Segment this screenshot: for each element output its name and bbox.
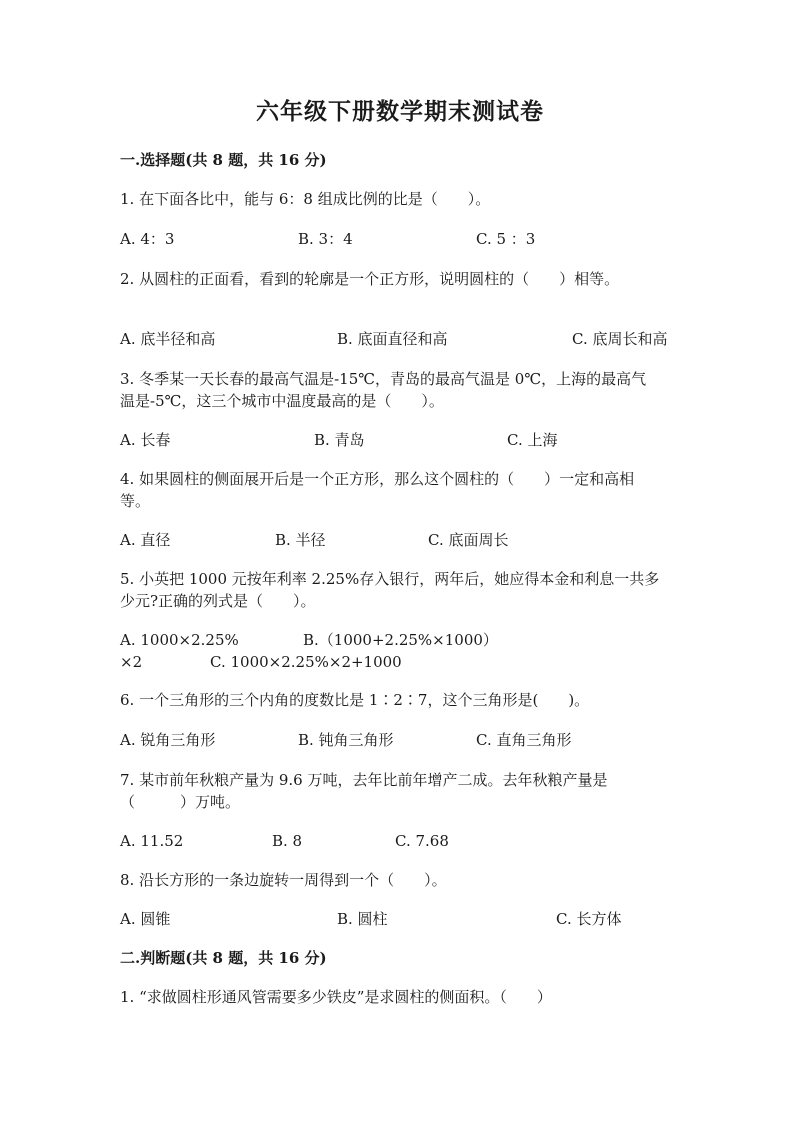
question-3-option-c: C. 上海	[507, 431, 558, 449]
page-title: 六年级下册数学期末测试卷	[256, 98, 544, 125]
question-8-text: 8. 沿长方形的一条边旋转一周得到一个（ ）。	[120, 871, 447, 889]
question-7-text-line-2: （ ）万吨。	[120, 793, 241, 811]
question-5-option-a: A. 1000×2.25%	[120, 631, 239, 649]
question-1-option-c: C. 5 ：3	[476, 230, 536, 248]
question-3-option-a: A. 长春	[120, 431, 171, 449]
question-6-option-c: C. 直角三角形	[476, 731, 572, 749]
question-2-text: 2. 从圆柱的正面看，看到的轮廓是一个正方形，说明圆柱的（ ）相等。	[120, 270, 620, 288]
question-1-option-b: B. 3：4	[298, 230, 353, 248]
question-6-text: 6. 一个三角形的三个内角的度数比是 1∶2∶7，这个三角形是( )。	[120, 691, 590, 709]
question-4-text-line-1: 4. 如果圆柱的侧面展开后是一个正方形，那么这个圆柱的（ ）一定和高相	[120, 470, 635, 488]
question-7-option-c: C. 7.68	[395, 832, 449, 850]
question-5-option-b: B.（1000+2.25%×1000）	[303, 631, 498, 649]
question-2-option-a: A. 底半径和高	[120, 330, 216, 348]
judgement-question-1-text: 1. “求做圆柱形通风管需要多少铁皮”是求圆柱的侧面积。（ ）	[120, 988, 552, 1006]
question-7-option-a: A. 11.52	[120, 832, 184, 850]
question-6-option-b: B. 钝角三角形	[298, 731, 394, 749]
question-3-option-b: B. 青岛	[314, 431, 365, 449]
question-5-option-c: C. 1000×2.25%×2+1000	[210, 653, 402, 671]
question-2-option-b: B. 底面直径和高	[337, 330, 448, 348]
question-4-option-a: A. 直径	[120, 531, 171, 549]
question-8-option-c: C. 长方体	[556, 910, 622, 928]
question-6-option-a: A. 锐角三角形	[120, 731, 216, 749]
question-4-option-b: B. 半径	[275, 531, 326, 549]
question-3-text-line-2: 温是-5℃，这三个城市中温度最高的是（ ）。	[120, 392, 444, 410]
question-4-option-c: C. 底面周长	[428, 531, 509, 549]
question-1-option-a: A. 4：3	[120, 230, 175, 248]
section-heading-choice: 一.选择题(共 8 题，共 16 分)	[120, 151, 327, 169]
question-3-text-line-1: 3. 冬季某一天长春的最高气温是-15℃，青岛的最高气温是 0℃，上海的最高气	[120, 370, 647, 388]
question-2-option-c: C. 底周长和高	[572, 330, 668, 348]
question-7-option-b: B. 8	[272, 832, 303, 850]
question-5-text-line-2: 少元?正确的列式是（ ）。	[120, 592, 316, 610]
question-1-text: 1. 在下面各比中，能与 6：8 组成比例的比是（ ）。	[120, 190, 491, 208]
question-8-option-b: B. 圆柱	[337, 910, 388, 928]
question-5-option-b-continued: ×2	[120, 653, 143, 671]
question-8-option-a: A. 圆锥	[120, 910, 171, 928]
section-heading-judgement: 二.判断题(共 8 题，共 16 分)	[120, 949, 327, 967]
question-5-text-line-1: 5. 小英把 1000 元按年利率 2.25%存入银行，两年后，她应得本金和利息一共多	[120, 570, 660, 588]
question-7-text-line-1: 7. 某市前年秋粮产量为 9.6 万吨，去年比前年增产二成。去年秋粮产量是	[120, 771, 608, 789]
question-4-text-line-2: 等。	[120, 492, 151, 510]
